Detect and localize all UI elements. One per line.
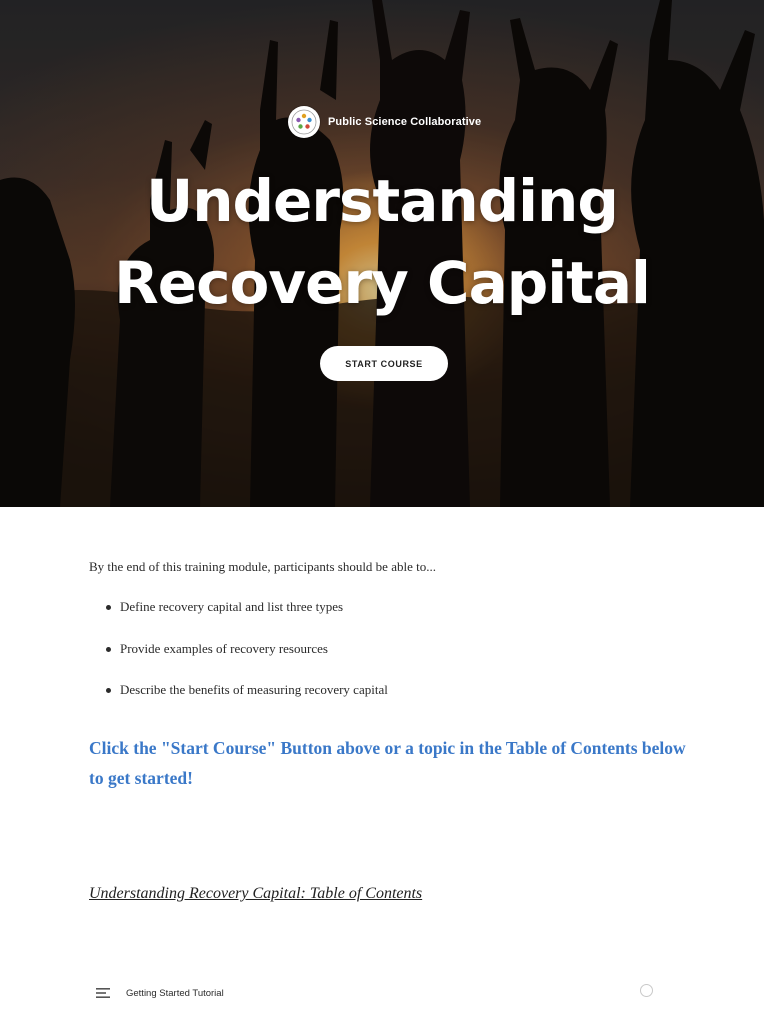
course-title: [0, 160, 764, 324]
lesson-title: Getting Started Tutorial: [126, 987, 224, 999]
start-course-button[interactable]: START COURSE: [320, 346, 448, 381]
bullet-icon: [106, 605, 111, 610]
objective-item: [89, 682, 388, 724]
lesson-item-getting-started[interactable]: [89, 982, 664, 1004]
text-lines-icon: [96, 987, 112, 999]
bullet-icon: [106, 688, 111, 693]
objective-text: Define recovery capital and list three types: [120, 599, 344, 614]
objective-item: [89, 599, 388, 641]
intro-text: By the end of this training module, participants should be able to...: [89, 559, 436, 574]
objective-item: [89, 641, 388, 683]
hero-banner: [0, 0, 764, 507]
objective-text: Describe the benefits of measuring recovery capital: [120, 682, 388, 697]
brand-name: Public Science Collaborative: [328, 116, 482, 128]
lesson-status-circle-icon: [640, 984, 653, 997]
brand: [288, 106, 481, 138]
objective-text: Provide examples of recovery resources: [120, 640, 328, 656]
course-title-line-1: Understanding: [146, 167, 618, 235]
course-title-line-2: Recovery Capital: [114, 249, 650, 317]
bullet-icon: [106, 647, 111, 652]
get-started-callout: Click the "Start Course" Button above or a topic in the Table of Contents below to get started!: [89, 738, 686, 788]
table-of-contents-heading: Understanding Recovery Capital: Table of Contents: [89, 885, 423, 902]
learning-objectives-list: [89, 599, 388, 724]
collaborative-logo-icon: [288, 106, 320, 138]
